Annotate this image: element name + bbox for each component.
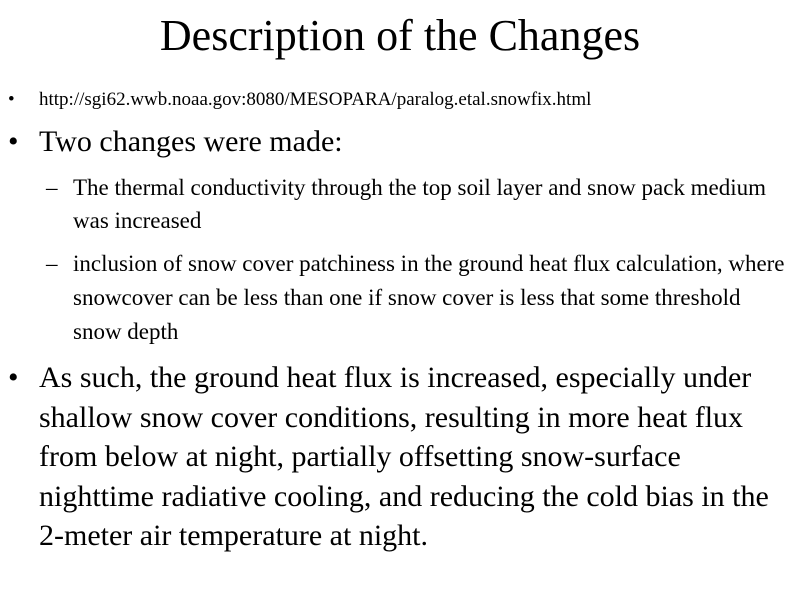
slide-title: Description of the Changes <box>159 11 641 60</box>
bullet-text: Two changes were made: <box>39 125 343 158</box>
bullet-marker: • <box>8 361 19 394</box>
sub-bullet-text: inclusion of snow cover patchiness in the ground heat flux calculation, where snowcover can be less than one if snow cover is less that some threshold snow depth <box>73 251 785 344</box>
url-link-text[interactable]: http://sgi62.wwb.noaa.gov:8080/MESOPARA/paralog.etal.snowfix.html <box>39 89 592 110</box>
bullet-text: As such, the ground heat flux is increased, especially under shallow snow cover conditions, resulting in more heat flux from below at night, partially offsetting snow-surface nighttime radiative cooling, and reducing the cold bias in the 2-meter air temperature at night. <box>39 361 769 552</box>
bullet-marker: • <box>8 125 19 158</box>
bullet-item-link <box>8 88 792 112</box>
bullet-marker: • <box>8 89 15 110</box>
sub-bullet-item-patchiness <box>46 247 792 349</box>
sub-bullet-marker: – <box>46 251 58 276</box>
sub-bullet-text: The thermal conductivity through the top soil layer and snow pack medium was increased <box>73 175 767 233</box>
sub-bullet-marker: – <box>46 175 58 200</box>
sub-bullet-item-conductivity <box>46 171 792 237</box>
bullet-item-result <box>8 358 792 556</box>
bullet-item-changes <box>8 122 792 162</box>
